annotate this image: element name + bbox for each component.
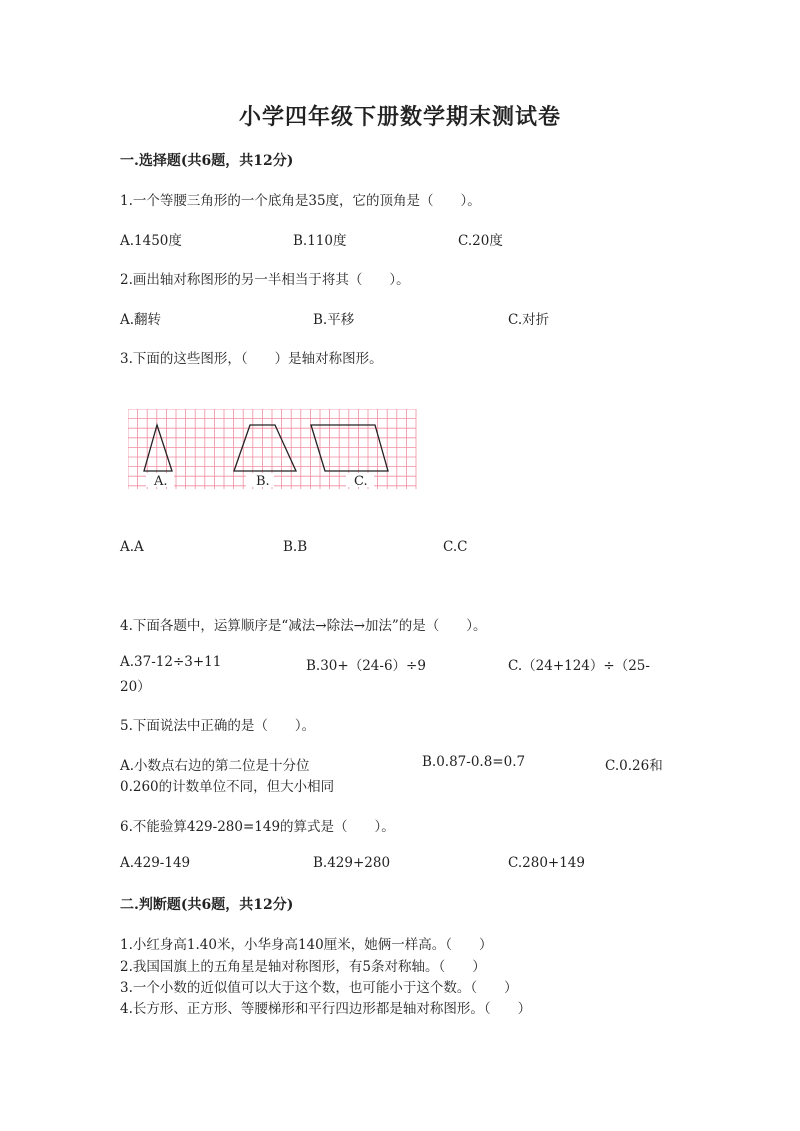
section-1-heading: 一.选择题(共6题，共12分) [120, 153, 294, 169]
page-title: 小学四年级下册数学期末测试卷 [238, 104, 561, 130]
question-2-option-a[interactable]: A.翻转 [120, 312, 162, 328]
question-6-option-c[interactable]: C.280+149 [508, 855, 585, 871]
question-3-stem: 3.下面的这些图形，（ ）是轴对称图形。 [120, 351, 383, 367]
question-4-option-c-cont: 20） [120, 679, 151, 695]
question-5-option-c-cont: 0.260的计数单位不同，但大小相同 [120, 779, 335, 795]
question-1-option-c[interactable]: C.20度 [458, 233, 503, 249]
figure-parallelogram [311, 425, 388, 471]
judge-item-1: 1.小红身高1.40米，小华身高140厘米，她俩一样高。（ ） [120, 937, 493, 953]
question-5-option-c[interactable]: C.0.26和 [605, 758, 663, 774]
question-6-stem: 6.不能验算429-280=149的算式是（ ）。 [120, 819, 395, 835]
question-2-option-c[interactable]: C.对折 [508, 312, 550, 328]
question-6-option-a[interactable]: A.429-149 [120, 855, 191, 871]
judge-item-2: 2.我国国旗上的五角星是轴对称图形，有5条对称轴。（ ） [120, 959, 486, 975]
question-6-option-b[interactable]: B.429+280 [313, 855, 391, 871]
question-2-option-b[interactable]: B.平移 [313, 312, 355, 328]
section-2-heading: 二.判断题(共6题，共12分) [120, 897, 294, 913]
figure-label-b: B. [256, 474, 270, 489]
question-3-option-c[interactable]: C.C [443, 539, 468, 555]
question-5-option-a[interactable]: A.小数点右边的第二位是十分位 [120, 758, 310, 774]
figure-label-a: A. [154, 474, 168, 489]
judge-item-3: 3.一个小数的近似值可以大于这个数，也可能小于这个数。（ ） [120, 980, 518, 996]
judge-item-4: 4.长方形、正方形、等腰梯形和平行四边形都是轴对称图形。（ ） [120, 1001, 532, 1017]
question-3-option-a[interactable]: A.A [120, 539, 144, 555]
question-5-stem: 5.下面说法中正确的是（ ）。 [120, 718, 316, 734]
question-4-stem: 4.下面各题中，运算顺序是“减法→除法→加法”的是（ ）。 [120, 618, 487, 634]
question-2-stem: 2.画出轴对称图形的另一半相当于将其（ ）。 [120, 272, 410, 288]
question-3-option-b[interactable]: B.B [283, 539, 308, 555]
question-1-stem: 1.一个等腰三角形的一个底角是35度，它的顶角是（ ）。 [120, 193, 481, 209]
figure-triangle [144, 425, 172, 471]
question-4-option-b[interactable]: B.30+（24-6）÷9 [306, 658, 426, 674]
question-5-option-b[interactable]: B.0.87-0.8=0.7 [422, 754, 526, 770]
question-1-option-a[interactable]: A.1450度 [120, 233, 182, 249]
figure-label-c: C. [354, 474, 368, 489]
question-4-option-a[interactable]: A.37-12÷3+11 [120, 654, 222, 670]
question-4-option-c[interactable]: C.（24+124）÷（25- [508, 658, 650, 674]
question-1-option-b[interactable]: B.110度 [293, 233, 347, 249]
question-3-figure [128, 409, 418, 491]
